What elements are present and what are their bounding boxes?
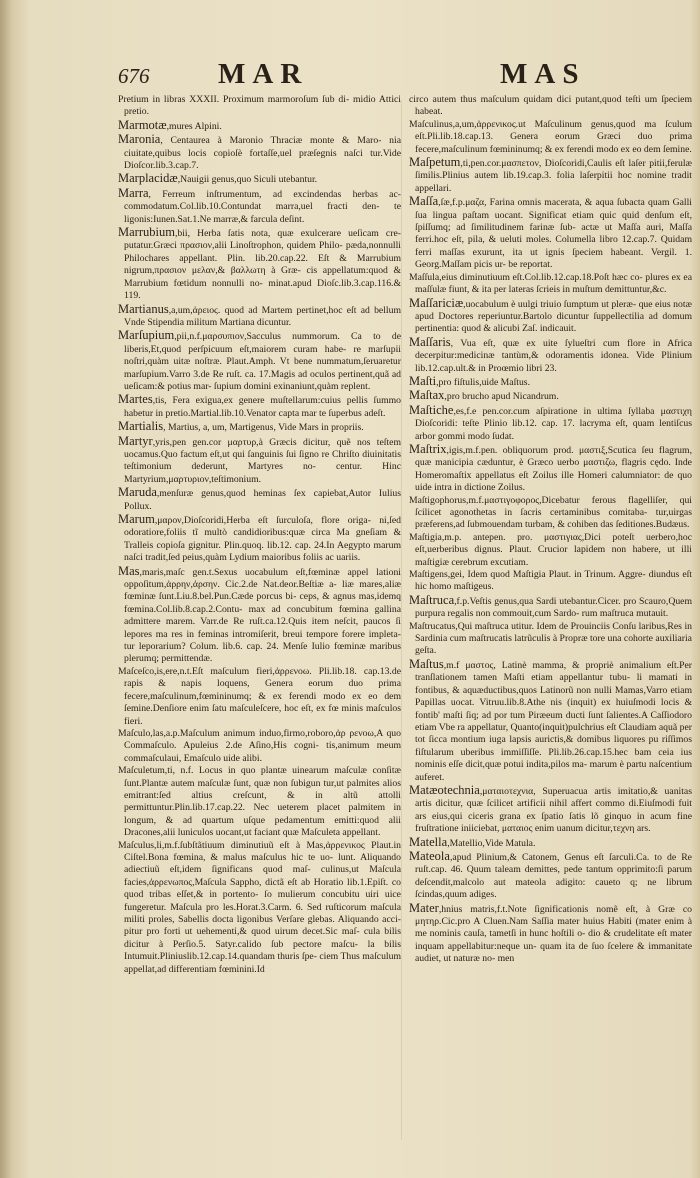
entry-text: ,pii,n.f.μαρσυπιον,Sacculus nummorum. Ca to de liberis,Et,quod perſpicuum eſt,maiorem curam habe- re marſupii noſtri,quàm uitæ noſtræ. Plaut.Amph. Vt bene nummatum,ſeruaretur marſupium.Varro 3.de Re ruſt. ca. 17.Magis ad oculos pertinent,quã ad ueſicam:& potius mar- ſupium domini exinaniunt,quàm replent. (124, 331, 401, 392)
dictionary-entry (409, 94, 692, 119)
running-head-left: MAR (218, 58, 309, 90)
dictionary-entry (118, 119, 401, 133)
entry-headword: Maſtruca (409, 592, 455, 607)
dictionary-entry (409, 621, 692, 658)
dictionary-entry (118, 728, 401, 765)
dictionary-entry (118, 435, 401, 487)
entry-text: Maſtigia,m.p. antepen. pro. μαστιγιας,Dici poteſt uerbero,hoc eſt,uerberibus dignus. Plaut. Crucior lapidem non habere, ut illi maſtigiæ cerebrum excutiam. (409, 531, 692, 568)
entry-headword: Maſſariciæ (409, 295, 464, 310)
dictionary-entry (409, 836, 692, 850)
page-number: 676 (118, 64, 150, 88)
entry-headword: Maronia (118, 132, 161, 147)
dictionary-entry (409, 375, 692, 389)
entry-text: ,igis,m.f.pen. obliquorum prod. μαστιξ,Scutica ſeu flagrum, quæ manicipia cæduntur, è Græco uerbo μαστιζω, flagris cędo. Inde Homeromaſtix appellatus eſt Zoilus ille Homeri calumniator: de quo uide intra in dictione Zoilus. (415, 444, 692, 494)
entry-text: Maſceſco,is,ere,n.t.Eſt maſculum fieri,ἀρρενοω. Pli.lib.18. cap.13.de rapis & napis loquens, Genera eorum duo prima fecere,maſculinum,fœmininumq; & ex ferendi modo ex eo dem ſemine.Denſiore enim ſatu maſculeſcere, hoc eſt, ex fœ minis maſculos fieri. (118, 665, 401, 727)
entry-text: ,bii, Herba ſatis nota, quæ exulcerare ueſicam cre- putatur.Græci πρασιον,alii Linoſtrophon, quidem Philo- pæda,nonnulli Philochares appellant. Plin. lib.20.cap.22. Eſt & Marrubium nigrum,πρασιον μελαν,& βαλλωτη à Græ- cis appellatum:quod & Marrubium fœtidum nonnulli no- minat.apud Dioſc.lib.3.cap.116.& 119. (124, 228, 401, 302)
entry-text: ,pro fiſtulis,uide Maſtus. (436, 376, 531, 388)
entry-text: ,m.f μαστος, Latinè mamma, & propriè animalium eſt.Per tranſlationem tamen Maſti etiam appellantur tubu- li mamati in fontibus, & aquæductibus,quos Latinorũ non nulli Mamas,Varro etiam Papillas uocat. Vitruu.lib.8.Athe nis (inquit) ex huiuſmodi locis & fontib' maſti ſiq; ad por tum Piræeum ducti ſunt ſalientes.A Caſſiodoro etiam Vbe ra appellatur, Quanto(inquit)pulchrius eſt Claudiam aquã per tot ſicca montium iuga lapsis aurictis,& domibus liquores pu riſſimos fiſtularum uberibus immiſſiſſe. Pli.lib.26.cap.15.hec bam ceia ius nominis eſſe dicit,quæ potui indita,pilos ma- marum è partu naſcentium auferet. (415, 659, 692, 783)
entry-text: ,ti,pen.cor.μασπετον, Dioſcoridi,Caulis eſt laſer pitii,ferulæ ſimilis.Plinius autem lib.19.cap.3. folia laſerpitii hoc nomine tradit appellari. (415, 158, 692, 194)
entry-text: ,yris,pen gen.cor μαρτυρ,à Græcis dicitur, quẽ nos teſtem uocamus.Quo factum eſt,ut qui ſanguinis ſui ſigno re Chriſto diuinitatis teſtimonium dederunt, Martyres no- centur. Hinc Martyrium,μαρτυριον,teſtimonium. (124, 436, 401, 485)
entry-headword: Maſtiche (409, 402, 454, 417)
entry-headword: Marra (118, 185, 149, 200)
entry-text: Maſtrucatus,Qui maſtruca utitur. Idem de Prouinciis Conſu laribus,Res in Sardinia cum maſtrucatis latrũculis à Propræ tore una cohorte auxiliaria geſta. (409, 620, 692, 657)
entry-text: ,es,f.e pen.cor.cum aſpiratione in ultima ſyllaba μαστιχη Dioſcoridi: teſte Plinio lib.12. cap. 17. lacryma eſt, quam lentiſcus arbor gommi modo ſudat. (415, 405, 692, 442)
entry-text: ,ματαιοτεχνια, Superuacua artis imitatio,& uanitas artis dicitur, quæ ſcilicet artificii nihil affert commo di.Eiuſmodi fuit ars eius,qui ciceris grana ex ſpatio ſatis lõ ginquo in acum fine fruſtratione iniiciebat, ματαιος enim uanum dicitur,τεχνη ars. (415, 785, 692, 835)
entry-text: Maſtigophorus,m.f.μαστιγοφορος,Dicebatur ferous flagelliſer, qui ſcilicet agonothetas in ſacris certaminibus comitaba- tur,uirgas præferens,ad ſubmouendam turbam, & cohiben das ſeditiones.Budæus. (409, 494, 692, 531)
dictionary-entry (118, 666, 401, 728)
entry-text: ,pro brucho apud Nicandrum. (444, 391, 559, 403)
entry-headword: Matella (409, 834, 448, 849)
right-column (409, 94, 692, 1154)
entry-text: Maſculinus,a,um,ἀρρενικος.ut Maſculinum genus,quod ma ſculum eſt.Pli.lib.18.cap.13. Genera eorum Græci duo prima fecere,maſculinum fœmininumq; & ex ferendi modo ex eo dem ſemine. (409, 118, 692, 155)
entry-headword: Maſſa (409, 194, 439, 209)
entry-text: Maſtigens,gei, Idem quod Maſtigia Plaut. in Trinum. Aggre- diundus eſt hic homo maſtigeus. (409, 569, 692, 593)
dictionary-entry (409, 404, 692, 443)
dictionary-entry (118, 565, 401, 666)
dictionary-entry (409, 902, 692, 966)
entry-headword: Maſpetum (409, 155, 461, 170)
entry-headword: Martyr (118, 433, 153, 448)
dictionary-entry (118, 172, 401, 186)
entry-headword: Maruda (118, 485, 157, 500)
dictionary-entry (409, 336, 692, 375)
entry-text: ,a,um,ἀρειος. quod ad Martem pertinet,hoc eſt ad bellum Vnde Stipendia militum Martiana dicuntur. (124, 304, 401, 328)
entry-text: ,hnius matris,f.t.Note ſignificationis nomẽ eſt, à Græ co μητηρ.Cic.pro A Cluen.Nam Saſſia mater huius Habiti (mater enim à me nominis cauſa, tametſi in hunc hoſtili o- dio & crudelitate eſt mater inquam appellabitur:neque un- quam ita de ſuo ſcelere & immanitate audiet, ut naturæ no- men (415, 903, 692, 965)
entry-text: ,uocabulum è uulgi triuio ſumptum ut pleræ- que eius notæ apud Doctores reperiuntur.Bartolo dicuntur ſuppellectilia ad domum pertinentia: quod & alicubi Zaſ. indicauit. (415, 298, 692, 335)
dictionary-entry (118, 393, 401, 420)
dictionary-entry (409, 569, 692, 594)
entry-text: Pretium in libras XXXII. Proximum marmoroſum ſub di- midio Attici pretio. (118, 94, 401, 118)
entry-headword: Maſtax (409, 388, 445, 403)
dictionary-entry (118, 94, 401, 119)
entry-text: ,maris,maſc gen.t.Sexus uocabulum eſt,fœminæ appel lationi oppoſitum,ἀρρην,ἀρσην. Cic.2.de Nat.deor.Beſtiæ a- liæ mares,aliæ fœminæ ſunt.Liu.8.bel.Pun.Cæde porcus bi- ceps, & agnus mas,idemq fœmina.Col.lib.8.cap.2.Contu- max ad concubitum fœmina gallina admittere marem. Varr.de Re ruſt.ca.12.Quis item neſcit, paucos ſi lepores ma res in feminas intromiſerit, breui tempore forere impleta- tur leporarium? Colum. lib.6. cap. 24. Menſe Iulio fœminæ maribus plerumq; permittendæ. (124, 566, 401, 665)
dictionary-entry (409, 443, 692, 495)
entry-text: ,ſæ,f.p.μαζα, Farina omnis macerata, & aqua ſubacta quam Galli ſua lingua paſtam uocant. Significat etiam quic quid denſum eſt, ſpiſſumq; ad ſimilitudinem farinæ ſub- actæ ut Maſſa auri, Maſſa ferri.hoc eſt, pila, & ueluti moles. Columella libro 12.cap.7. Quidam ferri maſſas exurunt, ita ut ignis ſpeciem habeant. Vergil. 1. Georg.Maſſam picis ur- be reportat. (415, 197, 692, 271)
entry-headword: Marum (118, 512, 155, 526)
dictionary-entry (409, 784, 692, 836)
dictionary-entry (118, 840, 401, 976)
entry-text: ,μαρον,Dioſcoridi,Herba eſt ſurculoſa, flore origa- ni,ſed odoratiore,foliis tĩ multò candidioribus:quæ circa Ma gneſiam & Tralleis copioſa gignitur. Plin.quoq. lib.12. cap. 24.In Aegypto marum naſci tradit,ſed peius,quàm Lydium maioribus foliis ac uariis. (124, 515, 401, 564)
dictionary-entry (118, 420, 401, 434)
entry-headword: Martialis (118, 419, 164, 434)
entry-headword: Matæotechnia (409, 782, 480, 797)
dictionary-entry (409, 594, 692, 621)
dictionary-entry (409, 495, 692, 532)
dictionary-entry (409, 297, 692, 336)
dictionary-entry (409, 532, 692, 569)
entry-text: , Vua eſt, quæ ex uite ſylueſtri cum flore in Africa decerpitur:medicinæ tantùm,& odoramentis idonea. Vide Plinium lib.12.cap.ult.& in Proœmio libri 23. (415, 337, 692, 374)
entry-headword: Marrubium (118, 225, 175, 240)
dictionary-entry (118, 329, 401, 393)
entry-headword: Marplacidæ (118, 171, 178, 186)
dictionary-entry (409, 389, 692, 403)
dictionary-entry (118, 187, 401, 226)
dictionary-entry (118, 765, 401, 839)
dictionary-entry (409, 658, 692, 784)
entry-headword: Maſtrix (409, 441, 447, 456)
dictionary-entry (118, 133, 401, 172)
entry-text: , Ferreum inſtrumentum, ad excindendas herbas ac- commodatum.Col.lib.10.Contundat marra,uel fracti den- te ligonis:Iunen.Sat.1.Ne marræ,& farcula deſint. (124, 188, 401, 225)
binding-shadow (0, 0, 12, 1178)
left-column (118, 94, 401, 1154)
entry-text: Maſculo,las,a.p.Maſculum animum induo,firmo,roboro,ἀρ ρενοω,A quo Commaſculo. Apuleius 2.de Aſino,His cogni- tis,animum meum commaſculaui, Emaſculo uide alibi. (118, 727, 401, 764)
entry-headword: Marmotæ (118, 117, 167, 132)
running-head-right: MAS (500, 58, 586, 90)
entry-text: circo autem thus maſculum quidam dici putant,quod teſti um ſpeciem habeat. (409, 94, 692, 118)
dictionary-entry (118, 303, 401, 330)
dictionary-entry (118, 226, 401, 302)
entry-text: ,mures Alpini. (166, 120, 222, 132)
page-header (0, 58, 700, 92)
entry-text: ,menſuræ genus,quod heminas ſex capiebat,Autor Iulius Pollux. (124, 488, 401, 512)
dictionary-entry (118, 486, 401, 513)
entry-headword: Mas (118, 563, 140, 578)
entry-text: Maſſula,eius diminutiuum eſt.Col.lib.12.cap.18.Poſt hæc co- plures ex ea maſſulæ fiunt, & ita per lateras ſcrieis in muſtum demittuntur,&c. (409, 271, 692, 296)
entry-headword: Marſupium (118, 328, 175, 343)
entry-headword: Maſſaris (409, 334, 451, 349)
entry-text: , Martius, a, um, Martigenus, Vide Mars in propriis. (163, 422, 364, 434)
entry-headword: Martes (118, 392, 153, 407)
dictionary-entry (409, 272, 692, 297)
dictionary-entry (409, 156, 692, 195)
entry-text: ,apud Plinium,& Catonem, Genus eſt ſarculi.Ca. to de Re ruſt.cap. 46. Quum taleam demittes, pede tantum opprimito:ſi parum deſcendit,malcolo aut mateola adigito: caueto q; ne librum ſcindas,quum adiges. (415, 851, 692, 901)
entry-text: ,Matellio,Vide Matula. (447, 837, 536, 849)
dictionary-entry (409, 850, 692, 902)
entry-text: ,f.p.Veſtis genus,qua Sardi utebantur.Cicer. pro Scauro,Quem purpura regalis non commouit,cum Sardo- rum maſtruca mutauit. (415, 595, 692, 620)
entry-headword: Mater (409, 900, 439, 915)
dictionary-entry (409, 195, 692, 271)
entry-headword: Maſtus (409, 656, 444, 671)
entry-text: Maſculus,li,m.f.ſubſtãtiuum diminutiuũ eſt à Mas,ἀρρενικος Plaut.in Ciſtel.Bona fœmina, & malus maſculus hic te uo- lunt. Aliquando adiectiuũ eſt,idem ſignificans quod maſ- culinus,ut Maſcula facies,ἀρρενωπος,Maſcula Sappho, dictã eſt ab Horatio lib.1.Epiſt. co quod tribas eſſet,& in portento- ſo mulierum concubitu uiri uice fungeretur. Maſcula pro les.Horat.3.Carm. 6. Sed ruſticorum maſcula militi proles, Sabellis docta ligonibus Verſare glebas. Aliquando acci- pitur pro forti ut uehementi,& quod uirum decet.Sic maſ- cula bilis dicitur à Perſio.5. Satyr.calido ſub pectore maſcu- la bilis Intumuit.Pliniuslib.12.cap.14.quandam thuris ſpe- ciem Thus maſculum appellat,ad differentiam fœminini.Id (118, 839, 401, 975)
entry-headword: Martianus (118, 301, 169, 316)
entry-headword: Maſti (409, 373, 437, 388)
dictionary-entry (118, 513, 401, 565)
entry-text: ,tis, Fera exigua,ex genere muſtellarum:cuius pellis ſummo habetur in pretio.Martial.lib.10.Venator capta mar te ſuperbus adeſt. (124, 395, 401, 419)
dictionary-entry (409, 119, 692, 156)
column-divider (401, 100, 402, 1140)
entry-text: , Centaurea à Maronio Thraciæ monte & Maro- nia ciuitate,quibus locis copioſè fortaſſe,uel præſegnis naſci tur.Vide Dioſcor.lib.3.cap.7. (124, 135, 401, 172)
entry-headword: Mateola (409, 848, 450, 863)
entry-text: Maſculetum,ti, n.f. Locus in quo plantæ uinearum maſculæ conſitæ ſunt.Plantæ autem maſculæ ſunt, quæ non ſubigun tur,ut palmites alios emitrant:ſed altius creſcunt, & in altũ attolli permittuntur.Plin.lib.17.cap.22. Nec ueterem placet palmitem in longum, & ad quartum uſque pedamentum emitti:quod alii Dracones,alii luniculos uocant,ut faciant quæ Maſculeta appellant. (118, 765, 401, 839)
entry-text: ,Nauigii genus,quo Siculi utebantur. (177, 174, 318, 186)
